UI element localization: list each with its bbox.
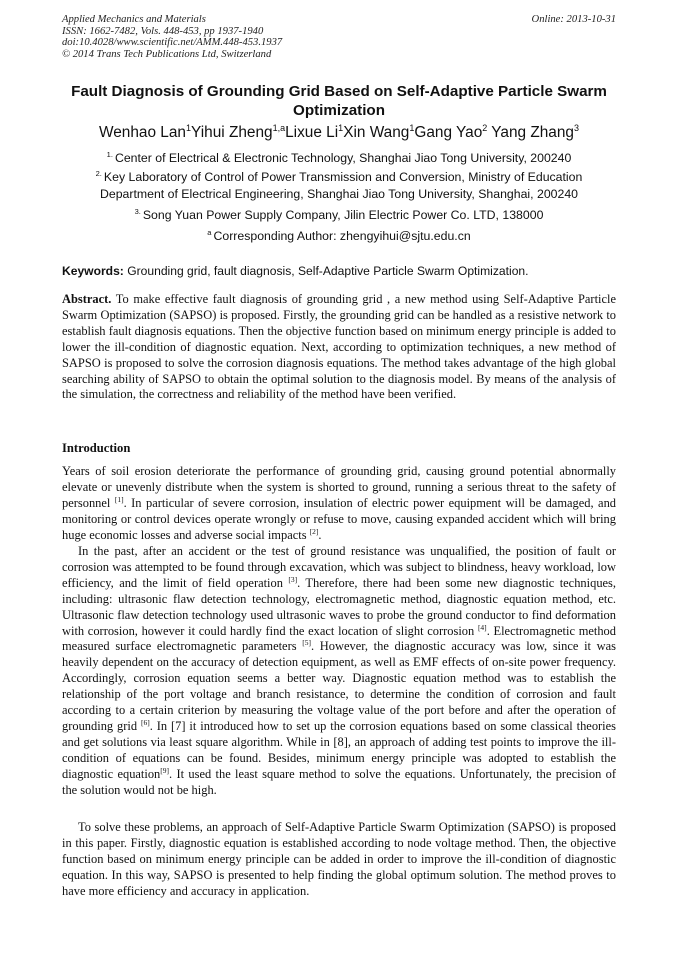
paper-title: Fault Diagnosis of Grounding Grid Based on Self-Adaptive Particle Swarm Optimization <box>71 83 607 119</box>
keywords <box>62 263 616 280</box>
citation: [3] <box>288 574 298 584</box>
affiliation-text: Song Yuan Power Supply Company, Jilin Electric Power Co. LTD, 138000 <box>142 208 544 222</box>
text-run: . Electromagnetic method measured surface electromagnetic parameters <box>62 623 616 654</box>
issn-line: ISSN: 1662-7482, Vols. 448-453, pp 1937-1940 <box>62 25 264 37</box>
doi-line: doi:10.4028/www.scientific.net/AMM.448-453.1937 <box>62 37 283 49</box>
affiliation-mark: a <box>207 228 212 237</box>
author-affiliation-mark: 1,a <box>272 123 286 133</box>
text-run: . Therefore, there had been some new diagnostic techniques, including: ultrasonic flaw detection technology, electromagnetic method, diagnostic equation method, etc. Ultrasonic flaw detection technology used ultrasonic waves to probe the ground conductor to find deformation with corrosion, however it could hardly find the exact location of slight corrosion <box>62 575 617 638</box>
affiliation-2 <box>82 169 596 203</box>
intro-paragraph-2 <box>62 544 616 799</box>
affiliation-mark: 1. <box>106 150 113 159</box>
intro-paragraph-1 <box>62 464 616 544</box>
journal-name: Applied Mechanics and Materials <box>62 14 206 25</box>
author-affiliation-mark: 3 <box>573 123 579 133</box>
citation: [1] <box>114 494 124 504</box>
affiliation-mark: 3. <box>134 207 141 216</box>
text-run: . It used the least square method to solve the equations. Unfortunately, the precision of the solution would not be high. <box>62 766 616 797</box>
keywords-label: Keywords: <box>62 264 124 278</box>
author: Yihui Zheng <box>191 124 273 141</box>
author: Gang Yao <box>414 124 483 141</box>
citation: [9] <box>160 765 170 775</box>
affiliation-text: Key Laboratory of Control of Power Transmission and Conversion, Ministry of Education Department of Electrical Engineering, Shanghai Jiao Tong University, Shanghai, 200240 <box>99 170 583 201</box>
corresponding-author <box>62 228 616 245</box>
corresponding-email: Corresponding Author: zhengyihui@sjtu.edu.cn <box>213 229 471 243</box>
copyright-line: © 2014 Trans Tech Publications Ltd, Switzerland <box>62 48 272 60</box>
author-affiliation-mark: 1 <box>338 123 344 133</box>
text-run: . In particular of severe corrosion, insulation of electric power equipment will be damaged, and monitoring or control devices operate wrongly or refuse to move, causing expanded accident which will bring huge economic losses and adverse social impacts <box>62 495 617 542</box>
text-run: . However, the diagnostic accuracy was low, since it was heavily dependent on the accuracy of detection equipment, as well as EMF effects of on-site power frequency. Accordingly, corrosion equation seems a better way. Diagnostic equation method was to establish the relationship of the port voltage and branch resistance, to determine the condition of corrosion and fault according to a certain criterion by measuring the voltage value of the port before and after the operation of grounding grid <box>62 639 617 733</box>
abstract-label: Abstract. <box>62 292 112 306</box>
section-heading-introduction: Introduction <box>62 441 131 455</box>
keywords-text: Grounding grid, fault diagnosis, Self-Adaptive Particle Swarm Optimization. <box>127 264 529 278</box>
citation: [4] <box>477 622 487 632</box>
author: Lixue Li <box>285 124 339 141</box>
author-affiliation-mark: 2 <box>482 123 488 133</box>
affiliation-text: Center of Electrical & Electronic Technology, Shanghai Jiao Tong University, 200240 <box>114 151 572 165</box>
abstract-text: To make effective fault diagnosis of grounding grid , a new method using Self-Adaptive Particle Swarm Optimization (SAPSO) is proposed. Firstly, the grounding grid can be handled as a resistive network to establish fault diagnosis equations. Then the objective function based on minimum energy principle is added to lower the ill-condition of diagnostic equation. Next, according to optimization techniques, a new method of SAPSO is proposed to solve the corrosion diagnosis equations. The method takes advantage of the high global searching ability of SAPSO to obtain the optimal solution to the diagnosis model. By means of the analysis of the simulation, the correctness and reliability of the method have been verified. <box>62 292 616 402</box>
citation: [2] <box>309 526 319 536</box>
text-run: . <box>318 527 322 542</box>
text-run: In the past, after an accident or the test of ground resistance was unqualified, the position of fault or corrosion was attempted to be found through excavation, which was subject to blindness, heavy workload, low efficiency, and the limit of field operation <box>62 544 616 590</box>
author: Wenhao Lan <box>98 124 186 141</box>
citation: [6] <box>140 717 150 727</box>
author-affiliation-mark: 1 <box>409 123 415 133</box>
text-run: Years of soil erosion deteriorate the performance of grounding grid, causing ground potential abnormally elevate or unevenly distribute when the system is shorted to ground, running a serious threat to the safety of personnel <box>62 464 616 510</box>
journal-header <box>62 14 282 60</box>
citation: [5] <box>302 638 311 648</box>
author-affiliation-mark: 1 <box>186 123 192 133</box>
abstract <box>62 292 616 403</box>
text-run: . In [7] it introduced how to set up the corrosion equations based on some classical theories and get solutions via least square algorithm. While in [8], an approach of adding test points to improve the ill-condition of equations can be found. Besides, minimum energy principle was adopted to establish the diagnostic equation <box>62 718 616 781</box>
affiliation-1 <box>62 150 616 167</box>
affiliation-mark: 2. <box>95 169 102 178</box>
intro-paragraph-3: To solve these problems, an approach of Self-Adaptive Particle Swarm Optimization (SAPSO) is proposed in this paper. Firstly, diagnostic equation is established according to node voltage method. Then, the objective function based on minimum energy principle can be added in order to improve the ill-condition of diagnostic equation. In this way, SAPSO is presented to help finding the global optimum solution. The method proves to have more efficiency and accuracy in application. <box>62 820 616 898</box>
author-list <box>62 123 616 143</box>
author: Xin Wang <box>343 124 410 141</box>
online-date: Online: 2013-10-31 <box>531 14 616 25</box>
author: Yang Zhang <box>487 124 574 141</box>
affiliation-3 <box>62 207 616 224</box>
